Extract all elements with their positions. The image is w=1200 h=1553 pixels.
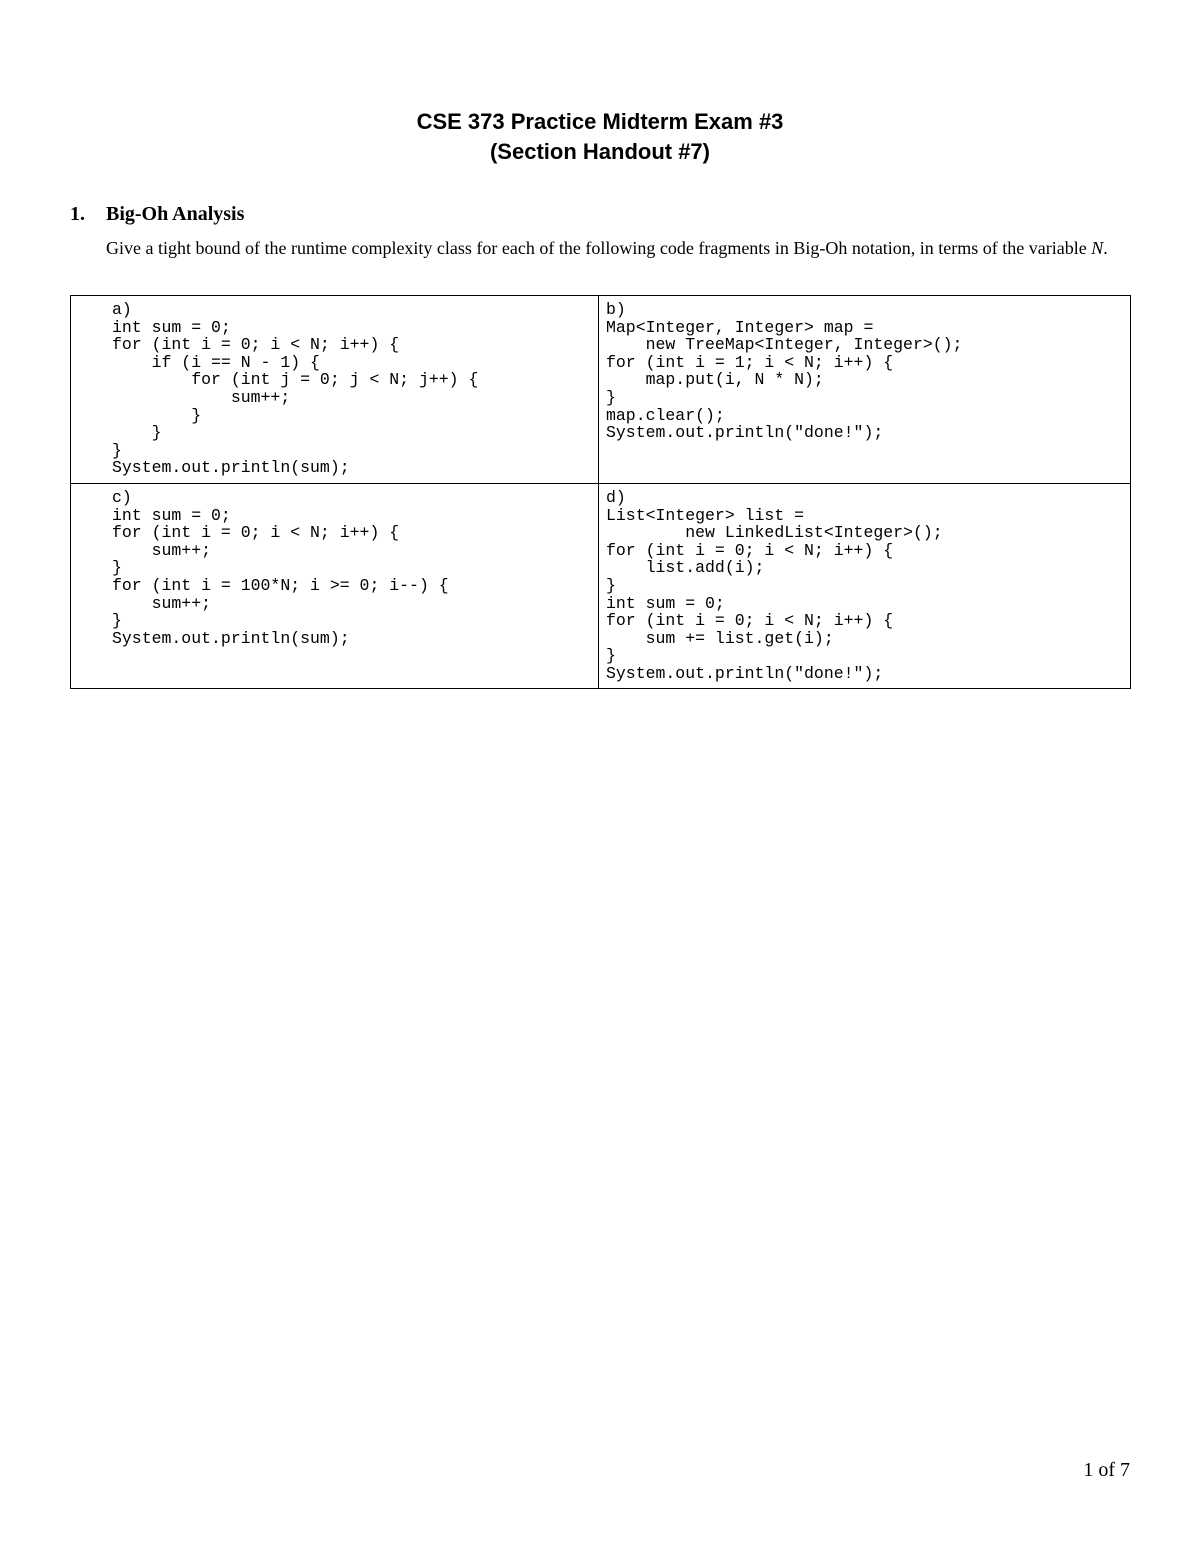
code-cell-d	[599, 484, 1130, 688]
code-fragment-a: a) int sum = 0; for (int i = 0; i < N; i++) { if (i == N - 1) { for (int j = 0; j < N; j++) { sum++; } } } System.out.println(sum);	[112, 300, 479, 478]
code-fragment-b: b) Map<Integer, Integer> map = new TreeMap<Integer, Integer>(); for (int i = 1; i < N; i++) { map.put(i, N * N); } map.clear(); System.out.println("done!");	[606, 300, 963, 443]
code-fragment-d: d) List<Integer> list = new LinkedList<Integer>(); for (int i = 0; i < N; i++) { list.add(i); } int sum = 0; for (int i = 0; i < N; i++) { sum += list.get(i); } System.out.println("done!");	[606, 488, 943, 683]
instructions-variable: N	[1091, 238, 1104, 258]
instructions-end: .	[1103, 238, 1108, 258]
instructions-text: Give a tight bound of the runtime complexity class for each of the following code fragments in Big-Oh notation, in terms of the variable	[106, 238, 1092, 258]
page-subtitle: (Section Handout #7)	[489, 139, 710, 164]
code-fragments-table	[70, 295, 1131, 689]
code-cell-c	[71, 484, 599, 688]
page-number: 1 of 7	[1083, 1459, 1130, 1481]
question-title: Big-Oh Analysis	[106, 203, 245, 225]
code-cell-a	[71, 296, 599, 484]
page-title: CSE 373 Practice Midterm Exam #3	[416, 109, 784, 134]
code-fragment-c: c) int sum = 0; for (int i = 0; i < N; i++) { sum++; } for (int i = 100*N; i >= 0; i--) { sum++; } System.out.println(sum);	[112, 488, 449, 648]
question-number: 1.	[70, 203, 85, 225]
code-cell-b	[599, 296, 1130, 484]
question-instructions	[106, 236, 1130, 260]
question-heading	[70, 200, 244, 228]
